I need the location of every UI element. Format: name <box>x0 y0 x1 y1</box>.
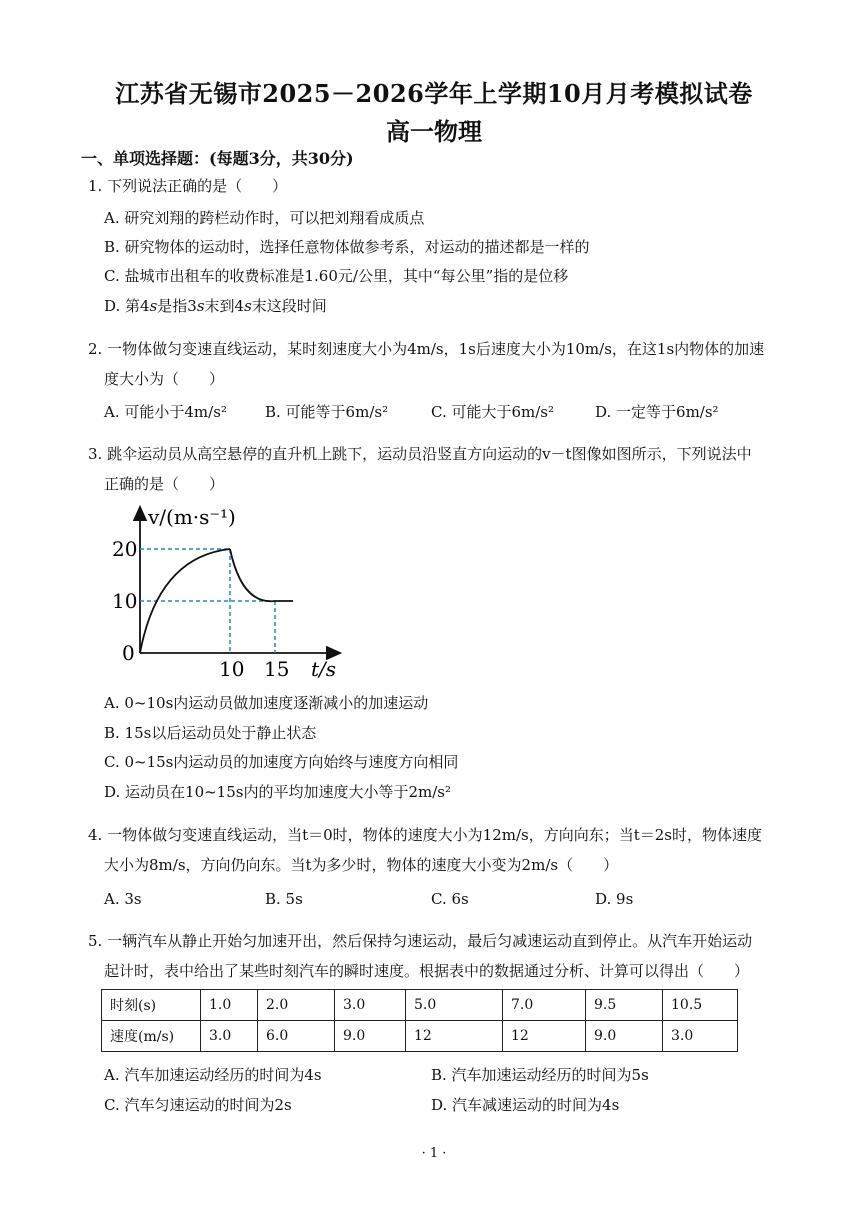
q3-option-d: D. 运动员在10~15s内的平均加速度大小等于2m/s² <box>104 783 452 801</box>
q1-option-a: A. 研究刘翔的跨栏动作时，可以把刘翔看成质点 <box>104 209 425 227</box>
q5-stem-line2: 起计时，表中给出了某些时刻汽车的瞬时速度。根据表中的数据通过分析、计算可以得出（ ） <box>104 962 750 980</box>
table-cell: 时刻(s) <box>102 990 201 1021</box>
q3-stem-line2: 正确的是（ ） <box>104 475 225 493</box>
q4-option-d: D. 9s <box>595 890 634 908</box>
q5-option-c: C. 汽车匀速运动的时间为2s <box>104 1096 292 1114</box>
page-number: · 1 · <box>421 1146 447 1161</box>
q1-option-d: D. 第4s是指3s末到4s末这段时间 <box>104 297 327 315</box>
table-cell: 1.0 <box>201 990 258 1021</box>
q5-option-a: A. 汽车加速运动经历的时间为4s <box>104 1066 322 1084</box>
table-row-time <box>102 990 738 1021</box>
table-row-speed <box>102 1021 738 1052</box>
x-tick-label-10: 10 <box>219 657 245 681</box>
table-cell: 12 <box>406 1021 503 1052</box>
vt-graph <box>110 502 370 682</box>
y-axis-label: v/(m·s⁻¹) <box>148 505 236 529</box>
q2-option-d: D. 一定等于6m/s² <box>595 403 719 421</box>
table-cell: 6.0 <box>258 1021 335 1052</box>
q2-option-b: B. 可能等于6m/s² <box>265 403 389 421</box>
table-cell: 7.0 <box>503 990 586 1021</box>
x-axis-label: t/s <box>311 657 337 681</box>
q4-stem-line2: 大小为8m/s，方向仍向东。当t为多少时，物体的速度大小变为2m/s（ ） <box>104 856 619 874</box>
table-cell: 速度(m/s) <box>102 1021 201 1052</box>
x-tick-label-15: 15 <box>264 657 290 681</box>
curve-decelerating <box>230 549 275 601</box>
q5-option-b: B. 汽车加速运动经历的时间为5s <box>431 1066 649 1084</box>
table-cell: 2.0 <box>258 990 335 1021</box>
q4-option-c: C. 6s <box>431 890 469 908</box>
q2-option-c: C. 可能大于6m/s² <box>431 403 555 421</box>
y-tick-label-20: 20 <box>112 537 138 561</box>
q5-stem-line1: 5. 一辆汽车从静止开始匀加速开出，然后保持匀速运动，最后匀减速运动直到停止。从汽车开始运动 <box>88 932 753 950</box>
q5-data-table <box>101 989 738 1052</box>
table-cell: 3.0 <box>663 1021 738 1052</box>
q2-stem-line1: 2. 一物体做匀变速直线运动，某时刻速度大小为4m/s，1s后速度大小为10m/s，在这1s内物体的加速 <box>88 340 765 358</box>
q4-option-a: A. 3s <box>104 890 142 908</box>
table-cell: 9.0 <box>586 1021 663 1052</box>
table-cell: 12 <box>503 1021 586 1052</box>
q3-option-b: B. 15s以后运动员处于静止状态 <box>104 724 317 742</box>
origin-label: 0 <box>122 641 135 665</box>
table-cell: 3.0 <box>335 990 406 1021</box>
q1-option-c: C. 盐城市出租车的收费标准是1.60元/公里，其中“每公里”指的是位移 <box>104 267 569 285</box>
table-cell: 5.0 <box>406 990 503 1021</box>
q4-stem-line1: 4. 一物体做匀变速直线运动，当t＝0时，物体的速度大小为12m/s，方向向东；当t＝2s时，物体速度 <box>88 826 762 844</box>
section-heading: 一、单项选择题：(每题3分，共30分) <box>81 149 354 168</box>
y-tick-label-10: 10 <box>112 589 138 613</box>
table-cell: 9.0 <box>335 1021 406 1052</box>
q3-option-a: A. 0~10s内运动员做加速度逐渐减小的加速运动 <box>104 694 429 712</box>
q2-stem-line2: 度大小为（ ） <box>104 370 225 388</box>
q1-stem: 1. 下列说法正确的是（ ） <box>88 177 288 195</box>
q3-stem-line1: 3. 跳伞运动员从高空悬停的直升机上跳下，运动员沿竖直方向运动的v－t图像如图所示，下列说法中 <box>88 445 752 463</box>
q5-option-d: D. 汽车减速运动的时间为4s <box>431 1096 620 1114</box>
q1-option-b: B. 研究物体的运动时，选择任意物体做参考系，对运动的描述都是一样的 <box>104 238 590 256</box>
q2-option-a: A. 可能小于4m/s² <box>104 403 227 421</box>
exam-title: 江苏省无锡市2025－2026学年上学期10月月考模拟试卷 <box>115 79 753 108</box>
table-cell: 9.5 <box>586 990 663 1021</box>
q3-option-c: C. 0~15s内运动员的加速度方向始终与速度方向相同 <box>104 753 459 771</box>
q4-option-b: B. 5s <box>265 890 303 908</box>
table-cell: 10.5 <box>663 990 738 1021</box>
table-cell: 3.0 <box>201 1021 258 1052</box>
exam-subject: 高一物理 <box>386 117 482 146</box>
